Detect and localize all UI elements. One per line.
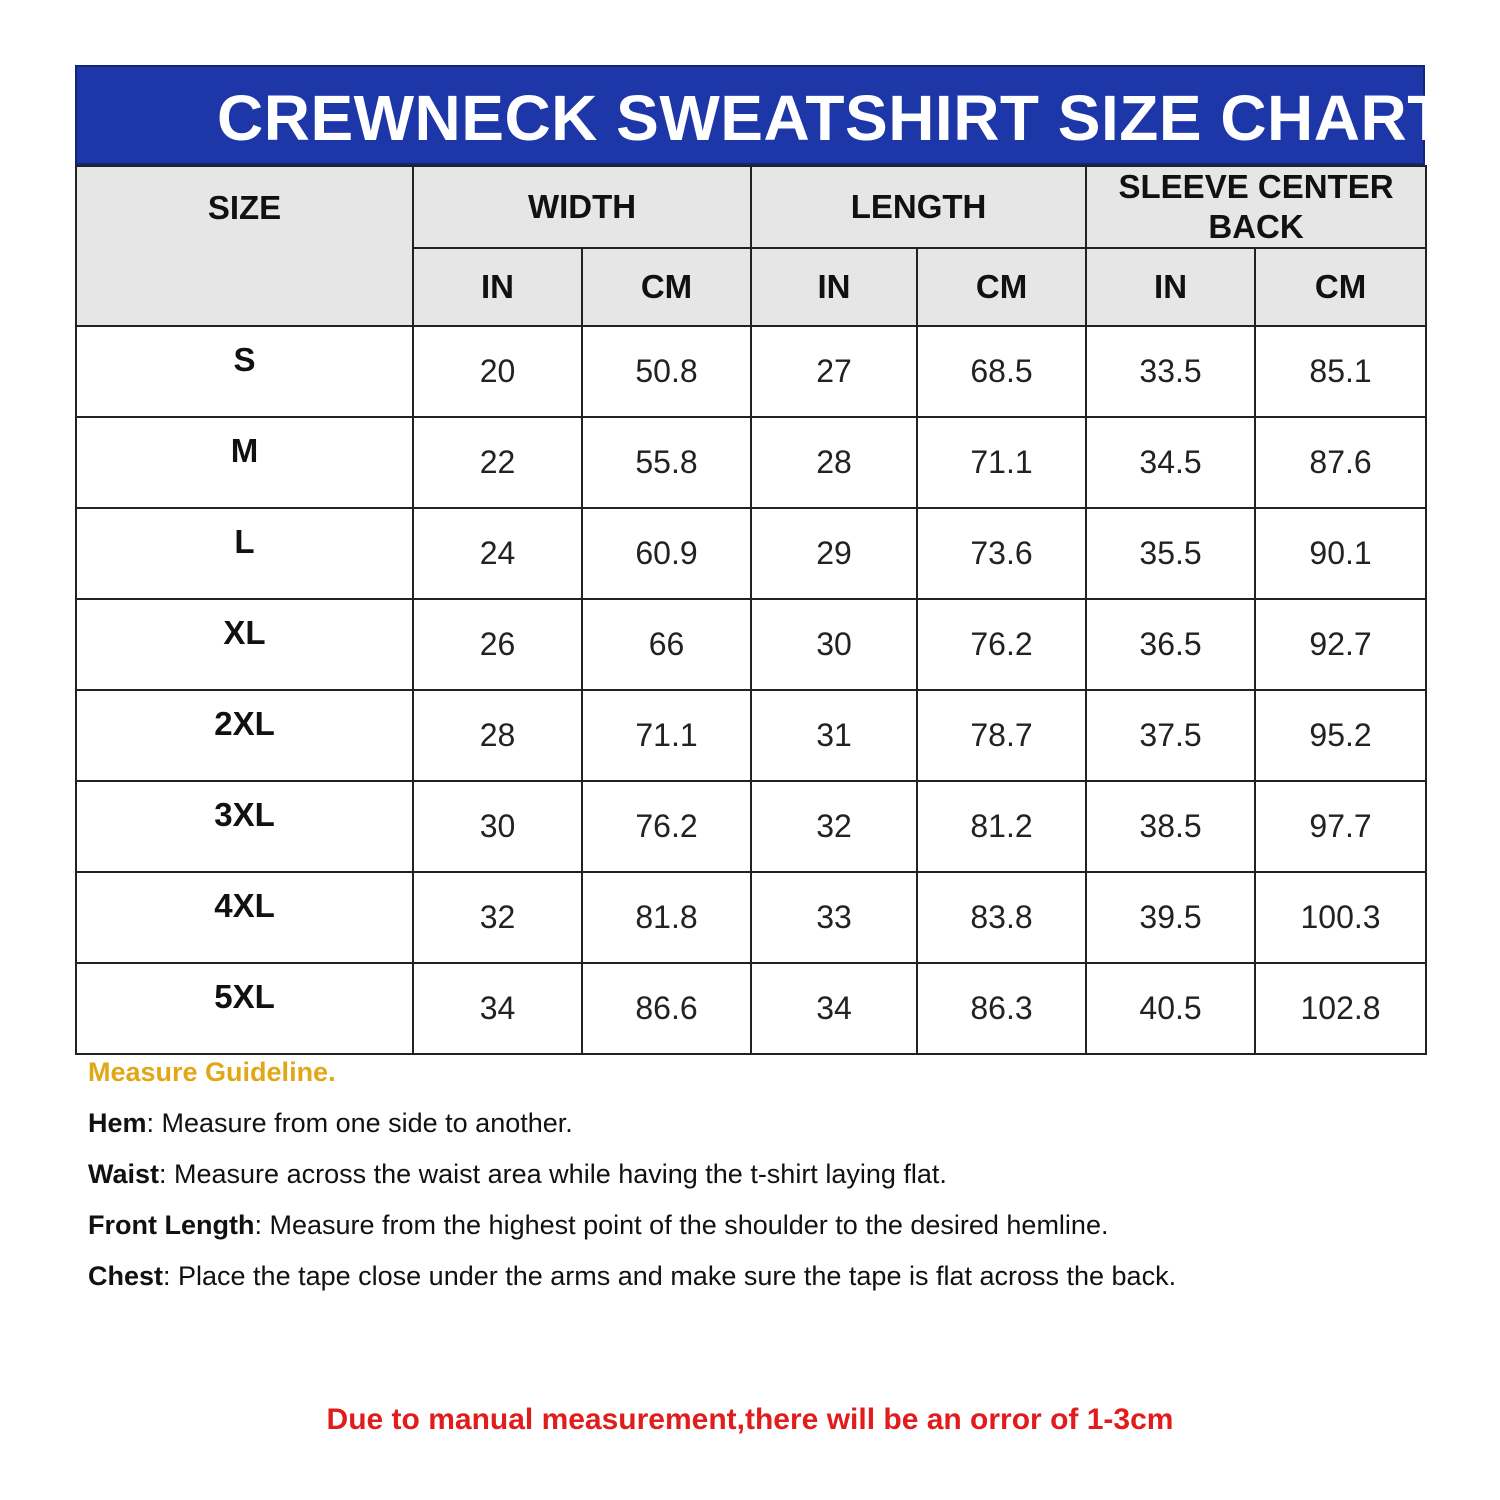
measurement-cell: 85.1 [1255, 326, 1426, 417]
guideline-text: : Measure from the highest point of the shoulder to the desired hemline. [254, 1210, 1109, 1240]
measurement-cell: 81.2 [917, 781, 1086, 872]
measurement-cell: 22 [413, 417, 582, 508]
unit-header: CM [917, 248, 1086, 326]
guideline-item [88, 1210, 1448, 1241]
length-group-header: LENGTH [751, 166, 1086, 248]
header-group-row [76, 166, 1426, 248]
size-cell: 3XL [76, 781, 413, 872]
size-cell: 2XL [76, 690, 413, 781]
measurement-cell: 20 [413, 326, 582, 417]
size-cell: M [76, 417, 413, 508]
measurement-cell: 33 [751, 872, 917, 963]
measurement-cell: 68.5 [917, 326, 1086, 417]
size-chart-table [75, 165, 1427, 1055]
table-row [76, 690, 1426, 781]
measurement-cell: 83.8 [917, 872, 1086, 963]
measurement-cell: 92.7 [1255, 599, 1426, 690]
size-cell: 5XL [76, 963, 413, 1054]
measurement-cell: 28 [751, 417, 917, 508]
width-group-header: WIDTH [413, 166, 751, 248]
guideline-title: Measure Guideline. [88, 1057, 336, 1087]
measure-guideline [88, 1057, 1448, 1312]
measurement-cell: 30 [413, 781, 582, 872]
measurement-cell: 28 [413, 690, 582, 781]
guideline-item [88, 1261, 1448, 1292]
unit-header: IN [751, 248, 917, 326]
measurement-cell: 34.5 [1086, 417, 1255, 508]
measurement-cell: 78.7 [917, 690, 1086, 781]
measurement-error-note: Due to manual measurement,there will be an orror of 1-3cm [326, 1403, 1174, 1436]
table-row [76, 781, 1426, 872]
measurement-cell: 86.3 [917, 963, 1086, 1054]
measurement-cell: 30 [751, 599, 917, 690]
measurement-cell: 76.2 [917, 599, 1086, 690]
measurement-cell: 50.8 [582, 326, 751, 417]
measurement-cell: 37.5 [1086, 690, 1255, 781]
guideline-text: : Measure across the waist area while having the t-shirt laying flat. [159, 1159, 947, 1189]
measurement-cell: 39.5 [1086, 872, 1255, 963]
measurement-cell: 38.5 [1086, 781, 1255, 872]
guideline-list [88, 1108, 1448, 1292]
measurement-cell: 26 [413, 599, 582, 690]
measurement-cell: 29 [751, 508, 917, 599]
measurement-cell: 87.6 [1255, 417, 1426, 508]
measurement-cell: 81.8 [582, 872, 751, 963]
size-cell: 4XL [76, 872, 413, 963]
measurement-cell: 34 [751, 963, 917, 1054]
guideline-term: Waist [88, 1159, 160, 1189]
table-body [76, 326, 1426, 1054]
measurement-cell: 95.2 [1255, 690, 1426, 781]
unit-header: IN [413, 248, 582, 326]
measurement-cell: 55.8 [582, 417, 751, 508]
measurement-cell: 71.1 [917, 417, 1086, 508]
measurement-cell: 76.2 [582, 781, 751, 872]
measurement-cell: 102.8 [1255, 963, 1426, 1054]
measurement-cell: 34 [413, 963, 582, 1054]
measurement-cell: 86.6 [582, 963, 751, 1054]
measurement-cell: 27 [751, 326, 917, 417]
table-row [76, 599, 1426, 690]
sleeve-group-header: SLEEVE CENTER BACK [1086, 166, 1426, 248]
table-row [76, 417, 1426, 508]
measurement-cell: 35.5 [1086, 508, 1255, 599]
guideline-term: Chest [88, 1261, 164, 1291]
measurement-cell: 90.1 [1255, 508, 1426, 599]
table-row [76, 326, 1426, 417]
measurement-cell: 60.9 [582, 508, 751, 599]
guideline-text: : Place the tape close under the arms and make sure the tape is flat across the back. [163, 1261, 1177, 1291]
page-title: CREWNECK SWEATSHIRT SIZE CHART [217, 82, 1447, 154]
measurement-cell: 73.6 [917, 508, 1086, 599]
measurement-cell: 24 [413, 508, 582, 599]
measurement-cell: 97.7 [1255, 781, 1426, 872]
size-cell: L [76, 508, 413, 599]
size-cell: S [76, 326, 413, 417]
table-row [76, 872, 1426, 963]
guideline-term: Hem [88, 1108, 147, 1138]
measurement-cell: 32 [413, 872, 582, 963]
measurement-cell: 33.5 [1086, 326, 1255, 417]
measurement-cell: 71.1 [582, 690, 751, 781]
measurement-cell: 32 [751, 781, 917, 872]
size-column-header: SIZE [76, 166, 413, 326]
size-cell: XL [76, 599, 413, 690]
guideline-item [88, 1159, 1448, 1190]
measurement-cell: 66 [582, 599, 751, 690]
guideline-item [88, 1108, 1448, 1139]
table-row [76, 508, 1426, 599]
measurement-cell: 36.5 [1086, 599, 1255, 690]
guideline-text: : Measure from one side to another. [146, 1108, 573, 1138]
unit-header: CM [582, 248, 751, 326]
measurement-cell: 40.5 [1086, 963, 1255, 1054]
table-row [76, 963, 1426, 1054]
title-bar [75, 65, 1447, 165]
measurement-cell: 100.3 [1255, 872, 1426, 963]
guideline-term: Front Length [88, 1210, 255, 1240]
unit-header: CM [1255, 248, 1426, 326]
unit-header: IN [1086, 248, 1255, 326]
measurement-cell: 31 [751, 690, 917, 781]
